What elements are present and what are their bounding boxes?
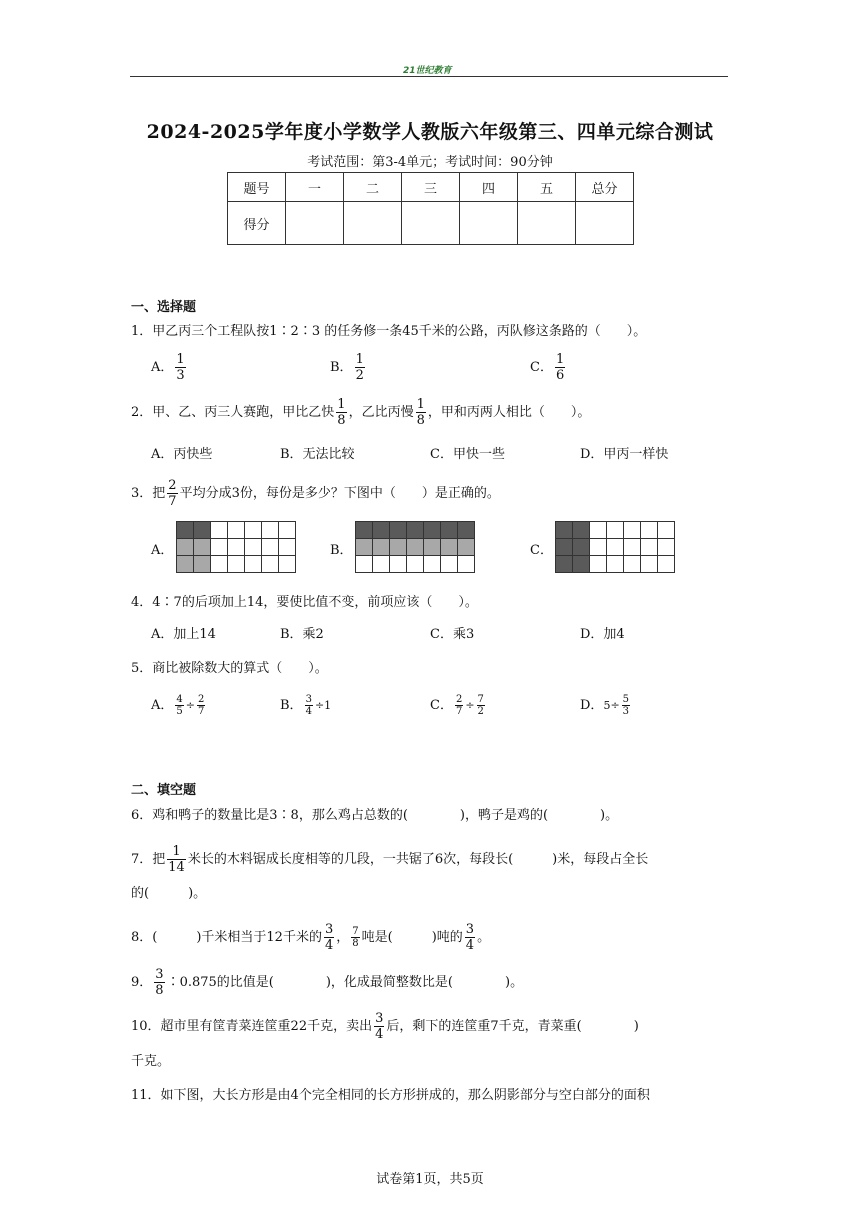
grid-option-a — [176, 521, 296, 573]
option-2d[interactable]: D．甲丙一样快 — [580, 447, 669, 462]
question-10: 10．超市里有筐青菜连筐重22千克，卖出 $\frac{3}{4}$ 后，剩下的连筐重7千克，青菜重( ) — [131, 1011, 639, 1042]
question-6: 6．鸡和鸭子的数量比是3∶8，那么鸡占总数的( )，鸭子是鸡的( )。 — [131, 808, 619, 823]
option-1c[interactable]: C． $\frac{1}{6}$ — [530, 352, 565, 383]
publisher-logo: 21世纪教育 — [403, 66, 452, 76]
page-footer: 试卷第1页，共5页 — [376, 1172, 484, 1187]
option-1b[interactable]: B． $\frac{1}{2}$ — [330, 352, 364, 383]
option-2a[interactable]: A．丙快些 — [151, 447, 213, 462]
score-header: 一 — [286, 173, 344, 202]
question-3: 3．把 $\frac{2}{7}$ 平均分成3份，每份是多少？下图中（ ）是正确的。 — [131, 478, 500, 509]
header-rule — [130, 76, 728, 77]
score-header: 五 — [518, 173, 576, 202]
score-cell[interactable] — [344, 202, 402, 245]
score-header: 题号 — [228, 173, 286, 202]
score-header: 三 — [402, 173, 460, 202]
exam-scope: 考试范围：第3-4单元；考试时间：90分钟 — [307, 155, 553, 170]
score-table — [227, 172, 634, 245]
question-1: 1．甲乙丙三个工程队按1∶2∶3 的任务修一条45千米的公路，丙队修这条路的（ ）。 — [131, 324, 647, 339]
question-8: 8．( )千米相当于12千米的 $\frac{3}{4}$ ， $\frac{7}{8}$ 吨是( )吨的 $\frac{3}{4}$ 。 — [131, 922, 491, 953]
question-5: 5．商比被除数大的算式（ ）。 — [131, 661, 328, 676]
score-header: 二 — [344, 173, 402, 202]
score-cell[interactable] — [518, 202, 576, 245]
option-4b[interactable]: B．乘2 — [280, 627, 324, 642]
option-1a[interactable]: A． $\frac{1}{3}$ — [151, 352, 185, 383]
question-10-line2: 千克。 — [131, 1054, 171, 1069]
score-cell[interactable] — [402, 202, 460, 245]
option-3c[interactable]: C． — [530, 543, 553, 558]
option-3b[interactable]: B． — [330, 543, 353, 558]
option-5b[interactable]: B． $\frac{3}{4}$ ÷1 — [280, 694, 332, 717]
score-row-label: 得分 — [228, 202, 286, 245]
grid-option-c — [555, 521, 675, 573]
section-heading: 一、选择题 — [131, 300, 197, 315]
question-7: 7．把 $\frac{1}{14}$ 米长的木料锯成长度相等的几段，一共锯了6次，每段长( )米，每段占全长 — [131, 844, 649, 875]
section-heading: 二、填空题 — [131, 783, 197, 798]
option-5c[interactable]: C． $\frac{2}{7}$ ÷ $\frac{7}{2}$ — [430, 694, 484, 717]
score-cell[interactable] — [460, 202, 518, 245]
score-cell[interactable] — [286, 202, 344, 245]
option-4d[interactable]: D．加4 — [580, 627, 625, 642]
option-5d[interactable]: D．5÷ $\frac{5}{3}$ — [580, 694, 630, 717]
question-2: 2．甲、乙、丙三人赛跑，甲比乙快 $\frac{1}{8}$ ，乙比丙慢 $\frac{1}{8}$ ，甲和丙两人相比（ ）。 — [131, 397, 591, 428]
question-4: 4．4∶7的后项加上14，要使比值不变，前项应该（ ）。 — [131, 595, 478, 610]
page-title: 2024-2025学年度小学数学人教版六年级第三、四单元综合测试 — [146, 121, 714, 143]
question-7-line2: 的( )。 — [131, 886, 207, 901]
question-11: 11．如下图，大长方形是由4个完全相同的长方形拼成的，那么阴影部分与空白部分的面积 — [131, 1088, 650, 1103]
option-2b[interactable]: B．无法比较 — [280, 447, 355, 462]
score-header: 总分 — [576, 173, 634, 202]
grid-option-b — [355, 521, 475, 573]
option-2c[interactable]: C．甲快一些 — [430, 447, 505, 462]
score-cell[interactable] — [576, 202, 634, 245]
question-9: 9． $\frac{3}{8}$ ∶0.875的比值是( )，化成最简整数比是( )。 — [131, 967, 524, 998]
option-4c[interactable]: C．乘3 — [430, 627, 475, 642]
option-3a[interactable]: A． — [151, 543, 174, 558]
score-header: 四 — [460, 173, 518, 202]
option-5a[interactable]: A． $\frac{4}{5}$ ÷ $\frac{2}{7}$ — [151, 694, 205, 717]
option-4a[interactable]: A．加上14 — [151, 627, 216, 642]
